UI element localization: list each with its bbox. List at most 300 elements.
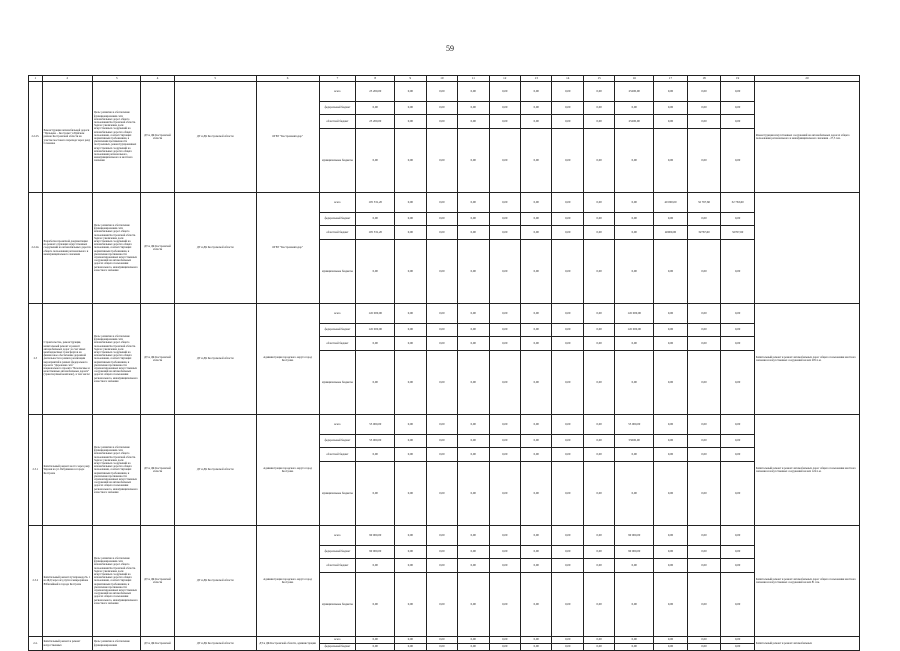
funding-value: 0,00	[654, 82, 688, 102]
col-header: 10	[426, 76, 457, 82]
row-number: 2.2.24.	[29, 193, 43, 304]
col-header: 18	[687, 76, 721, 82]
measure-name: Разработка проектной документации на ремонт служащих искусственных сооружений на автомобильных дорогах общего пользования регионального и межмуниципального значения	[42, 193, 92, 304]
funding-value: 0,00	[552, 415, 583, 435]
table-row	[29, 637, 860, 644]
funding-value: 0,00	[583, 304, 614, 324]
funding-value: 145 000,00	[615, 324, 654, 337]
funding-value: 0,00	[583, 637, 614, 644]
funding-value: 0,00	[583, 324, 614, 337]
funding-value: 0,00	[654, 462, 688, 526]
funding-value: 0,00	[395, 415, 426, 435]
funding-value: 0,00	[395, 573, 426, 637]
col-header: 19	[721, 76, 755, 82]
funding-value: 0,00	[426, 115, 457, 129]
row-number: 2.4.	[29, 637, 43, 651]
funding-value: 0,00	[489, 240, 520, 304]
funding-value: 0,00	[615, 462, 654, 526]
funding-value: 0,00	[520, 351, 551, 415]
funding-value: 0,00	[489, 546, 520, 559]
funding-value: 0,00	[520, 337, 551, 351]
funding-value: 0,00	[426, 129, 457, 193]
funding-value: 0,00	[458, 337, 489, 351]
funding-value: 0,00	[687, 129, 721, 193]
page-number: 59	[446, 44, 454, 53]
funding-value: 0,00	[687, 240, 721, 304]
funding-value: 0,00	[356, 337, 395, 351]
funding-source-label: всего	[319, 304, 356, 324]
funding-value: 0,00	[654, 129, 688, 193]
funding-value: 0,00	[395, 448, 426, 462]
funding-value: 0,00	[583, 102, 614, 115]
funding-value: 0,00	[426, 324, 457, 337]
row-number: 2.3.2	[29, 526, 43, 637]
goal-text: Цель: развитие и обеспечение функционирования сети автомобильных дорог общего пользования Костромской области. Задача: увеличение доли искусственных сооружений на автомобильных дорогах общего пользования, соответствующих нормативным требованиям, и увеличение протяженности отремонтированных искусственных сооружений на автомобильных дорогах общего пользования регионального, межмуниципального и местного значения	[92, 526, 140, 637]
funding-value: 0,00	[520, 193, 551, 213]
funding-value: 0,00	[395, 129, 426, 193]
funding-value: 0,00	[520, 415, 551, 435]
col-header: 2	[42, 76, 92, 82]
funding-source-label: областной бюджет	[319, 448, 356, 462]
col-header: 4	[141, 76, 175, 82]
funding-value: 0,00	[654, 637, 688, 644]
executor-department: ДТ и ДК Костромской области	[174, 637, 256, 651]
funding-value: 0,00	[654, 102, 688, 115]
col-header: 17	[654, 76, 688, 82]
funding-value: 0,00	[552, 559, 583, 573]
funding-value: 0,00	[458, 435, 489, 448]
funding-value: 90 000,00	[615, 546, 654, 559]
funding-value: 0,00	[687, 546, 721, 559]
funding-value: 0,00	[615, 226, 654, 240]
funding-value: 0,00	[687, 115, 721, 129]
funding-value: 0,00	[552, 546, 583, 559]
funding-value: 0,00	[721, 102, 755, 115]
funding-source-label: муниципальные бюджеты	[319, 129, 356, 193]
funding-value: 0,00	[426, 644, 457, 651]
funding-value: 0,00	[615, 644, 654, 651]
funding-value: 0,00	[426, 462, 457, 526]
funding-value: 0,00	[687, 448, 721, 462]
coordinator: ДТ и ДК Костромской	[141, 637, 175, 651]
funding-value: 0,00	[552, 351, 583, 415]
funding-value: 0,00	[615, 240, 654, 304]
measure-name: Капитальный ремонт и ремонт искусственных	[42, 637, 92, 651]
funding-value: 0,00	[489, 337, 520, 351]
funding-value: 0,00	[395, 240, 426, 304]
funding-value: 25200,00	[615, 115, 654, 129]
funding-value: 90 000,00	[356, 526, 395, 546]
funding-value: 0,00	[721, 526, 755, 546]
funding-value: 0,00	[721, 415, 755, 435]
funding-value: 0,00	[721, 82, 755, 102]
funding-value: 0,00	[687, 559, 721, 573]
funding-source-label: федеральный бюджет	[319, 644, 356, 651]
funding-value: 0,00	[654, 559, 688, 573]
executor-organization: ДТ и ДК Костромской области, администрации	[256, 637, 319, 651]
funding-value: 0,00	[654, 337, 688, 351]
goal-text: Цель: развитие и обеспечение функционирования сети автомобильных дорог общего пользования Костромской области. Задача: увеличение доли искусственных сооружений на автомобильных дорогах общего пользования, соответствующих нормативным требованиям, и увеличение протяженности отремонтированных искусственных сооружений на автомобильных дорогах общего пользования регионального, межмуниципального и местного значения	[92, 304, 140, 415]
funding-value: 0,00	[552, 462, 583, 526]
funding-value: 0,00	[687, 644, 721, 651]
funding-value: 0,00	[654, 644, 688, 651]
funding-value: 0,00	[654, 415, 688, 435]
coordinator: ДТ и ДК Костромской области	[141, 82, 175, 193]
funding-value: 0,00	[489, 644, 520, 651]
funding-value: 0,00	[395, 526, 426, 546]
coordinator: ДТ и ДК Костромской области	[141, 526, 175, 637]
coordinator: ДТ и ДК Костромской области	[141, 193, 175, 304]
funding-value: 0,00	[687, 337, 721, 351]
funding-value: 0,00	[721, 304, 755, 324]
program-table-sheet	[28, 75, 860, 651]
funding-value: 0,00	[395, 546, 426, 559]
funding-value: 145 000,00	[356, 324, 395, 337]
expected-result: Капитальный ремонт и ремонт автомобильных	[754, 637, 859, 651]
funding-value: 0,00	[520, 102, 551, 115]
funding-value: 0,00	[654, 115, 688, 129]
col-header: 11	[458, 76, 489, 82]
funding-value: 0,00	[489, 462, 520, 526]
table-row	[29, 82, 860, 102]
funding-value: 0,00	[583, 226, 614, 240]
funding-value: 0,00	[687, 82, 721, 102]
funding-value: 0,00	[520, 644, 551, 651]
funding-value: 0,00	[395, 304, 426, 324]
funding-value: 0,00	[489, 415, 520, 435]
funding-value: 0,00	[395, 351, 426, 415]
funding-value: 0,00	[458, 559, 489, 573]
expected-result: Реконструкция искусственных сооружений на автомобильных дорогах общего пользования регионального и межмуниципального значения - 27,5 п.м.	[754, 82, 859, 193]
funding-value: 0,00	[552, 82, 583, 102]
col-header: 6	[256, 76, 319, 82]
funding-value: 0,00	[721, 559, 755, 573]
funding-value: 25200,00	[615, 82, 654, 102]
funding-value: 0,00	[458, 462, 489, 526]
funding-value: 0,00	[520, 559, 551, 573]
executor-department: ДТ и ДК Костромской области	[174, 193, 256, 304]
funding-value: 0,00	[426, 637, 457, 644]
executor-organization: Администрация городского округа город Кострома	[256, 526, 319, 637]
funding-value: 0,00	[552, 324, 583, 337]
funding-value: 0,00	[458, 115, 489, 129]
funding-value: 0,00	[615, 559, 654, 573]
funding-value: 0,00	[458, 226, 489, 240]
funding-source-label: всего	[319, 526, 356, 546]
funding-value: 0,00	[721, 213, 755, 226]
funding-value: 0,00	[489, 573, 520, 637]
funding-value: 0,00	[426, 435, 457, 448]
funding-value: 0,00	[426, 448, 457, 462]
funding-value: 0,00	[583, 337, 614, 351]
funding-value: 0,00	[583, 193, 614, 213]
funding-source-label: федеральный бюджет	[319, 213, 356, 226]
funding-value: 0,00	[356, 351, 395, 415]
funding-value: 25 200,00	[356, 82, 395, 102]
funding-value: 32767,60	[721, 226, 755, 240]
funding-value: 0,00	[583, 115, 614, 129]
expected-result	[754, 193, 859, 304]
funding-value: 0,00	[489, 351, 520, 415]
funding-value: 0,00	[520, 546, 551, 559]
funding-value: 0,00	[520, 573, 551, 637]
row-number: 2.3.1	[29, 415, 43, 526]
funding-value: 55 000,00	[615, 415, 654, 435]
funding-value: 0,00	[426, 102, 457, 115]
measure-name: Строительство, реконструкция, капитальный ремонт и ремонт автомобильных дорог за счет иных межбюджетных трансфертов на финансовое обеспечение дорожной деятельности в рамках реализации мероприятий в рамках федерального проекта "Дорожная сеть" национального проекта "Безопасные и качественные автомобильные дороги" (транспортный комплекс), в том числе:	[42, 304, 92, 415]
funding-value: 0,00	[615, 637, 654, 644]
funding-value: 0,00	[489, 448, 520, 462]
funding-value: 0,00	[520, 226, 551, 240]
funding-value: 0,00	[552, 644, 583, 651]
funding-value: 0,00	[458, 304, 489, 324]
goal-text: Цель: развитие и обеспечение функционирования	[92, 637, 140, 651]
funding-value: 0,00	[721, 435, 755, 448]
funding-value: 0,00	[489, 213, 520, 226]
funding-value: 90 000,00	[615, 526, 654, 546]
funding-value: 0,00	[552, 435, 583, 448]
funding-value: 0,00	[395, 115, 426, 129]
funding-value: 40000,00	[654, 226, 688, 240]
funding-value: 0,00	[395, 193, 426, 213]
col-header: 13	[520, 76, 551, 82]
funding-value: 0,00	[615, 448, 654, 462]
funding-value: 0,00	[520, 129, 551, 193]
funding-value: 0,00	[426, 351, 457, 415]
funding-value: 0,00	[654, 573, 688, 637]
funding-value: 0,00	[654, 304, 688, 324]
funding-value: 0,00	[458, 102, 489, 115]
funding-value: 0,00	[721, 351, 755, 415]
goal-text: Цель: развитие и обеспечение функционирования сети автомобильных дорог общего пользования Костромской области. Задача: увеличение доли искусственных сооружений на автомобильных дорогах общего пользования, соответствующих нормативным требованиям, и увеличение протяженности отремонтированных искусственных сооружений на автомобильных дорогах общего пользования регионального, межмуниципального и местного значения	[92, 415, 140, 526]
funding-value: 0,00	[552, 226, 583, 240]
funding-value: 0,00	[583, 546, 614, 559]
funding-value: 0,00	[721, 324, 755, 337]
funding-value: 0,00	[615, 351, 654, 415]
funding-value: 0,00	[552, 240, 583, 304]
funding-value: 105 531,20	[356, 193, 395, 213]
funding-value: 0,00	[489, 435, 520, 448]
funding-source-label: областной бюджет	[319, 337, 356, 351]
funding-value: 0,00	[721, 462, 755, 526]
row-number: 2.3	[29, 304, 43, 415]
funding-value: 0,00	[520, 462, 551, 526]
funding-value: 0,00	[426, 213, 457, 226]
funding-source-label: всего	[319, 637, 356, 644]
funding-value: 0,00	[458, 546, 489, 559]
funding-value: 0,00	[583, 129, 614, 193]
funding-value: 0,00	[552, 213, 583, 226]
funding-value: 0,00	[552, 102, 583, 115]
col-header: 5	[174, 76, 256, 82]
funding-value: 0,00	[356, 573, 395, 637]
funding-value: 0,00	[520, 82, 551, 102]
funding-source-label: областной бюджет	[319, 559, 356, 573]
funding-value: 0,00	[426, 337, 457, 351]
funding-value: 0,00	[721, 637, 755, 644]
col-header: 8	[356, 76, 395, 82]
funding-value: 0,00	[395, 102, 426, 115]
funding-value: 0,00	[395, 324, 426, 337]
col-header: 14	[552, 76, 583, 82]
funding-value: 0,00	[426, 573, 457, 637]
funding-value: 0,00	[615, 102, 654, 115]
funding-value: 0,00	[583, 644, 614, 651]
funding-value: 0,00	[654, 324, 688, 337]
funding-value: 0,00	[489, 559, 520, 573]
funding-value: 0,00	[687, 415, 721, 435]
funding-value: 0,00	[552, 129, 583, 193]
funding-value: 145 000,00	[356, 304, 395, 324]
funding-source-label: муниципальные бюджеты	[319, 462, 356, 526]
funding-value: 55 000,00	[356, 435, 395, 448]
funding-source-label: федеральный бюджет	[319, 435, 356, 448]
funding-source-label: муниципальные бюджеты	[319, 573, 356, 637]
funding-value: 0,00	[489, 193, 520, 213]
funding-value: 0,00	[721, 129, 755, 193]
funding-value: 0,00	[458, 82, 489, 102]
funding-value: 0,00	[395, 337, 426, 351]
table-row	[29, 526, 860, 546]
funding-value: 25 200,00	[356, 115, 395, 129]
funding-value: 0,00	[520, 213, 551, 226]
col-header: 9	[395, 76, 426, 82]
funding-value: 0,00	[687, 435, 721, 448]
funding-value: 0,00	[583, 415, 614, 435]
funding-value: 0,00	[458, 193, 489, 213]
funding-value: 0,00	[615, 213, 654, 226]
funding-value: 0,00	[721, 240, 755, 304]
funding-value: 0,00	[552, 573, 583, 637]
funding-value: 0,00	[458, 351, 489, 415]
funding-value: 0,00	[583, 573, 614, 637]
funding-value: 0,00	[356, 462, 395, 526]
funding-value: 0,00	[520, 526, 551, 546]
funding-value: 0,00	[687, 462, 721, 526]
funding-source-label: муниципальные бюджеты	[319, 351, 356, 415]
funding-value: 90 000,00	[356, 546, 395, 559]
funding-value: 0,00	[426, 240, 457, 304]
funding-value: 0,00	[426, 193, 457, 213]
funding-value: 0,00	[426, 559, 457, 573]
funding-value: 0,00	[687, 637, 721, 644]
funding-value: 0,00	[356, 102, 395, 115]
funding-value: 0,00	[654, 526, 688, 546]
coordinator: ДТ и ДК Костромской области	[141, 415, 175, 526]
funding-value: 0,00	[654, 546, 688, 559]
funding-value: 0,00	[458, 415, 489, 435]
funding-value: 0,00	[458, 240, 489, 304]
funding-value: 0,00	[721, 448, 755, 462]
funding-value: 0,00	[458, 644, 489, 651]
funding-value: 0,00	[426, 546, 457, 559]
funding-value: 0,00	[654, 213, 688, 226]
funding-value: 0,00	[489, 637, 520, 644]
funding-source-label: областной бюджет	[319, 226, 356, 240]
goal-text: Цель: развитие и обеспечение функционирования сети автомобильных дорог общего пользования Костромской области. Задача: увеличение доли искусственных сооружений на автомобильных дорогах общего пользования, соответствующих нормативным требованиям, и увеличение протяженности отремонтированных искусственных сооружений на автомобильных дорогах общего пользования регионального, межмуниципального и местного значения	[92, 193, 140, 304]
row-number: 2.2.23.	[29, 82, 43, 193]
funding-value: 0,00	[395, 637, 426, 644]
funding-value: 0,00	[395, 82, 426, 102]
funding-value: 0,00	[687, 324, 721, 337]
funding-value: 0,00	[458, 324, 489, 337]
funding-value: 0,00	[687, 526, 721, 546]
expected-result: Капитальный ремонт и ремонт автомобильных дорог общего пользования местного значения и искусственных сооружений на них 124 п.м.	[754, 415, 859, 526]
funding-value: 0,00	[458, 129, 489, 193]
funding-value: 40 000,00	[654, 193, 688, 213]
executor-department: ДТ и ДК Костромской области	[174, 526, 256, 637]
executor-department: ДТ и ДК Костромской области	[174, 415, 256, 526]
funding-value: 0,00	[489, 304, 520, 324]
measure-name: Капитальный ремонт путепровода № 1 на ЖД через ж/д пути в микрорайоне Юбилейный в городе Костроме	[42, 526, 92, 637]
funding-value: 0,00	[552, 448, 583, 462]
funding-value: 0,00	[687, 304, 721, 324]
funding-value: 55 000,00	[356, 415, 395, 435]
funding-value: 0,00	[552, 637, 583, 644]
funding-value: 0,00	[356, 129, 395, 193]
funding-value: 0,00	[721, 573, 755, 637]
funding-source-label: всего	[319, 193, 356, 213]
funding-value: 0,00	[520, 324, 551, 337]
col-header: 15	[583, 76, 614, 82]
funding-value: 0,00	[458, 573, 489, 637]
executor-organization: Администрация городского округа город Кострома	[256, 304, 319, 415]
funding-value: 0,00	[687, 102, 721, 115]
funding-value: 0,00	[395, 644, 426, 651]
funding-value: 0,00	[721, 115, 755, 129]
funding-value: 0,00	[552, 304, 583, 324]
funding-value: 0,00	[395, 226, 426, 240]
funding-value: 0,00	[520, 448, 551, 462]
funding-value: 0,00	[356, 240, 395, 304]
executor-organization: ОГБУ "Костромаавтодор"	[256, 82, 319, 193]
funding-value: 0,00	[721, 337, 755, 351]
funding-source-label: федеральный бюджет	[319, 324, 356, 337]
col-header: 3	[92, 76, 140, 82]
funding-value: 0,00	[426, 82, 457, 102]
funding-value: 0,00	[583, 240, 614, 304]
funding-value: 0,00	[687, 573, 721, 637]
funding-value: 0,00	[520, 304, 551, 324]
funding-value: 0,00	[395, 213, 426, 226]
col-header: 1	[29, 76, 43, 82]
funding-value: 0,00	[583, 82, 614, 102]
funding-value: 0,00	[687, 213, 721, 226]
measure-name: Реконструкция автомобильной дороги "Пальцево – Кострома" в Буйском районе Костромской области на участке мостового перехода через реку Слоновка	[42, 82, 92, 193]
funding-value: 0,00	[426, 415, 457, 435]
funding-value: 55000,00	[615, 435, 654, 448]
funding-value: 0,00	[654, 240, 688, 304]
funding-value: 0,00	[356, 644, 395, 651]
funding-value: 0,00	[583, 435, 614, 448]
funding-value: 0,00	[552, 115, 583, 129]
funding-value: 0,00	[356, 559, 395, 573]
funding-value: 0,00	[583, 526, 614, 546]
funding-value: 0,00	[583, 213, 614, 226]
executor-organization: Администрация городского округа город Кострома	[256, 415, 319, 526]
funding-value: 0,00	[615, 193, 654, 213]
funding-value: 0,00	[520, 115, 551, 129]
funding-source-label: муниципальные бюджеты	[319, 240, 356, 304]
funding-value: 0,00	[583, 448, 614, 462]
funding-value: 0,00	[356, 448, 395, 462]
funding-value: 0,00	[520, 637, 551, 644]
funding-value: 0,00	[552, 526, 583, 546]
funding-value: 0,00	[489, 526, 520, 546]
funding-value: 0,00	[426, 304, 457, 324]
funding-value: 0,00	[552, 193, 583, 213]
funding-value: 0,00	[458, 526, 489, 546]
